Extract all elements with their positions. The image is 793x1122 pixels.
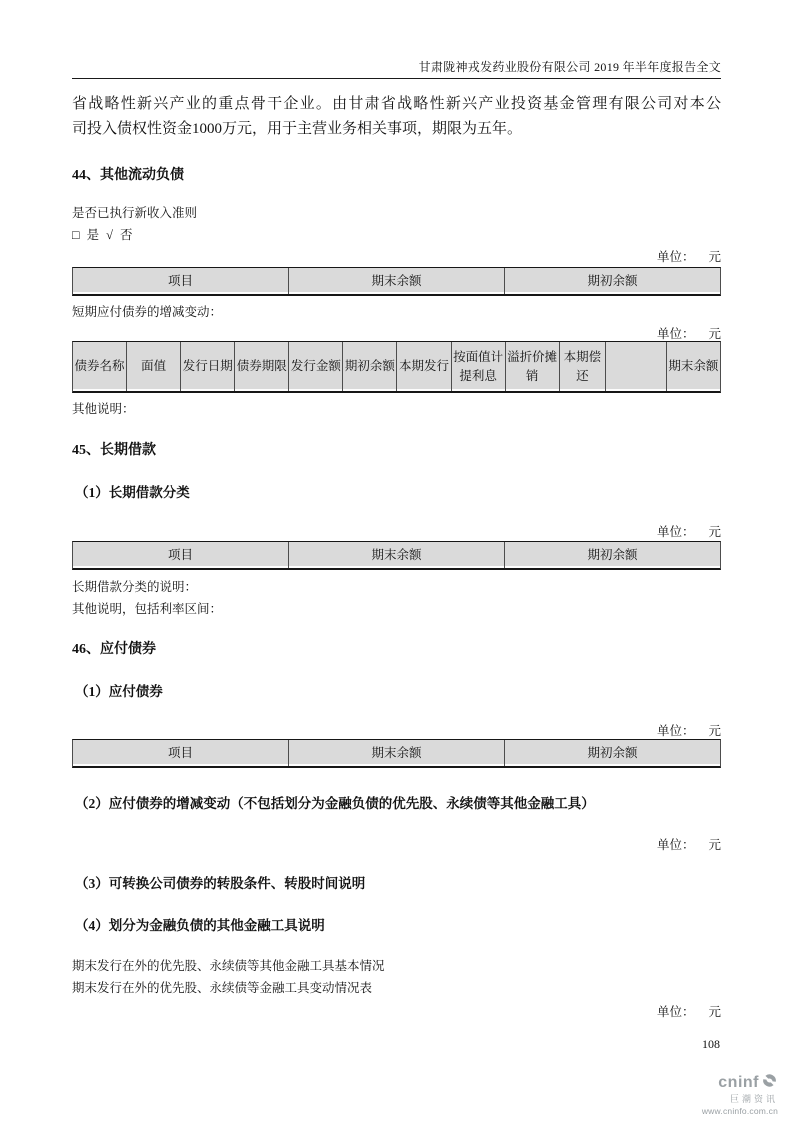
unit-line [657, 835, 721, 853]
table-header-cell: 面值 [126, 342, 180, 391]
table-header-cell: 期末余额 [666, 342, 720, 391]
table-header-cell: 期初余额 [504, 542, 720, 568]
page-number: 108 [702, 1037, 720, 1051]
header-divider [72, 78, 721, 79]
new-revenue-answer [72, 225, 139, 243]
table-header-cell: 期末余额 [288, 542, 504, 568]
unit-label: 单位： [656, 327, 695, 341]
loan-class-note-label: 长期借款分类的说明： [72, 580, 198, 594]
cninfo-logo [688, 1072, 778, 1116]
unit-line [657, 324, 721, 342]
preferred-stock-note-2: 期末发行在外的优先股、永续债等金融工具变动情况表 [72, 981, 373, 995]
unit-value: 元 [708, 1005, 721, 1019]
section-46-sub3-title: （3）可转换公司债券的转股条件、转股时间说明 [75, 876, 366, 891]
no-label: 否 [119, 228, 133, 242]
section-46-sub1-title: （1）应付债券 [75, 684, 163, 699]
unit-value: 元 [708, 838, 721, 852]
unit-line [657, 1002, 721, 1020]
unit-line [657, 721, 721, 739]
unit-label: 单位： [656, 250, 695, 264]
table-header-cell: 期末余额 [288, 740, 504, 766]
table-header-cell: 债券名称 [74, 359, 125, 374]
table-header-cell: 期末余额 [288, 268, 504, 294]
table-header-cell: 项目 [167, 273, 193, 288]
unit-line [657, 522, 721, 540]
intro-line-2: 司投入债权性资金1000万元，用于主营业务相关事项，期限为五年。 [72, 120, 523, 137]
unit-label: 单位： [656, 1005, 695, 1019]
new-revenue-question: 是否已执行新收入准则 [72, 206, 198, 220]
page-header-title: 甘肃陇神戎发药业股份有限公司 2019 年半年度报告全文 [418, 60, 721, 74]
table-header-cell: 项目 [167, 745, 193, 760]
other-current-liabilities-table [72, 267, 721, 296]
cninfo-brand-text: cninf [718, 1073, 759, 1091]
table-header-cell: 发行日期 [180, 342, 234, 391]
section-44-title: 44、其他流动负债 [72, 168, 184, 183]
section-45-sub1-title: （1）长期借款分类 [75, 485, 190, 500]
cninfo-url: www.cninfo.com.cn [701, 1106, 778, 1116]
table-header-cell: 溢折价摊销 [505, 342, 559, 391]
section-46-title: 46、应付债券 [72, 642, 156, 657]
section-46-sub2-title: （2）应付债券的增减变动（不包括划分为金融负债的优先股、永续债等其他金融工具） [75, 796, 595, 811]
intro-line-1: 省战略性新兴产业的重点骨干企业。由甘肃省战略性新兴产业投资基金管理有限公司对本公 [72, 96, 721, 112]
unit-value: 元 [708, 525, 721, 539]
no-check-icon: √ [106, 228, 113, 242]
table-header-cell: 本期偿还 [559, 342, 605, 391]
preferred-stock-note-1: 期末发行在外的优先股、永续债等其他金融工具基本情况 [72, 959, 385, 973]
intro-paragraph [72, 92, 721, 141]
bond-change-label: 短期应付债券的增减变动： [72, 305, 223, 319]
table-header-cell: 按面值计提利息 [451, 342, 505, 391]
table-header-cell: 期初余额 [504, 268, 720, 294]
section-46-sub4-title: （4）划分为金融负债的其他金融工具说明 [75, 918, 325, 933]
loan-other-note-label: 其他说明，包括利率区间： [72, 602, 223, 616]
yes-checkbox-icon: □ [72, 228, 80, 242]
table-header-cell: 发行金额 [288, 342, 342, 391]
short-term-bond-change-table [72, 341, 721, 393]
unit-label: 单位： [656, 838, 695, 852]
other-note-label: 其他说明： [72, 402, 135, 416]
unit-value: 元 [708, 327, 721, 341]
cninfo-swirl-icon [761, 1072, 778, 1093]
table-header-cell-empty [605, 342, 666, 391]
long-term-loan-table [72, 541, 721, 570]
table-header-cell: 期初余额 [504, 740, 720, 766]
cninfo-brand-chinese: 巨潮资讯 [729, 1094, 778, 1104]
section-45-title: 45、长期借款 [72, 443, 156, 458]
bonds-payable-table [72, 739, 721, 768]
table-header-cell: 债券期限 [234, 342, 288, 391]
unit-line [657, 247, 721, 265]
unit-value: 元 [708, 724, 721, 738]
yes-label: 是 [86, 228, 100, 242]
table-header-cell: 项目 [167, 547, 193, 562]
table-header-cell: 本期发行 [396, 342, 450, 391]
unit-label: 单位： [656, 724, 695, 738]
table-header-cell: 期初余额 [342, 342, 396, 391]
unit-value: 元 [708, 250, 721, 264]
unit-label: 单位： [656, 525, 695, 539]
